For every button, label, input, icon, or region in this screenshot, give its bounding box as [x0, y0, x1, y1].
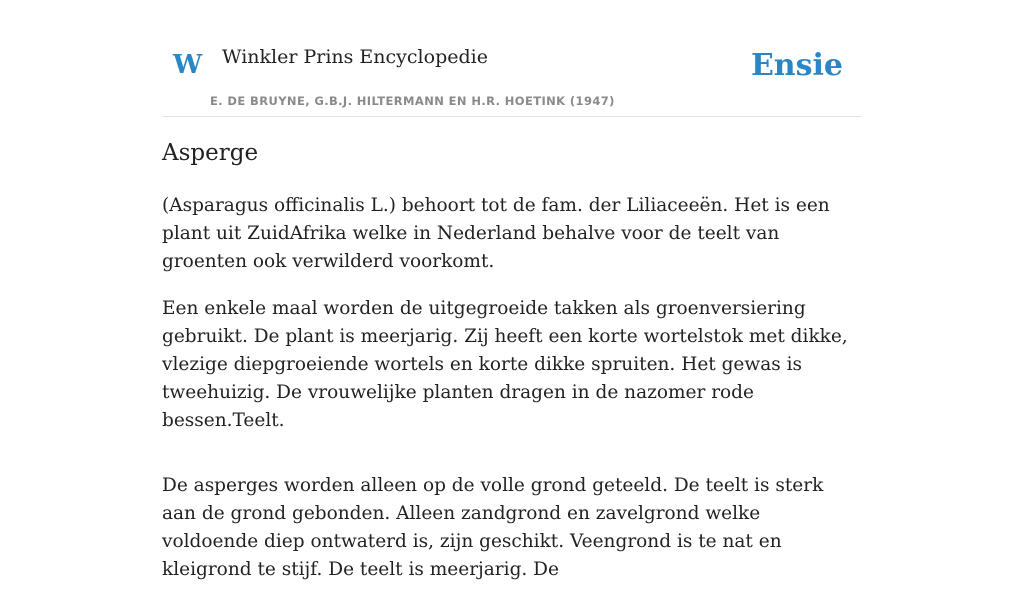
article-body: [162, 192, 862, 603]
content-column: [162, 0, 862, 580]
ensie-brand-link[interactable]: Ensie: [750, 48, 843, 83]
article-title: Asperge: [162, 140, 259, 166]
source-logo-icon[interactable]: W: [173, 50, 203, 80]
article-paragraph: Een enkele maal worden de uitgegroeide takken als groenversiering gebruikt. De plant is meerjarig. Zij heeft een korte wortelstok met dikke, vlezige diepgroeiende wortels en korte dikke spruiten. Het gewas is tweehuizig. De vrouwelijke planten dragen in de nazomer rode bessen.Teelt.: [162, 298, 848, 431]
source-title[interactable]: Winkler Prins Encyclopedie: [222, 46, 488, 68]
article-paragraph: De asperges worden alleen op de volle grond geteeld. De teelt is sterk aan de grond gebonden. Alleen zandgrond en zavelgrond welke voldoende diep ontwaterd is, zijn geschikt. Veengrond is te nat en kleigrond te stijf. De teelt is meerjarig. De: [162, 475, 824, 580]
source-header: [162, 0, 862, 117]
article-paragraph: (Asparagus officinalis L.) behoort tot de fam. der Liliaceeën. Het is een plant uit ZuidAfrika welke in Nederland behalve voor de teelt van groenten ook verwilderd voorkomt.: [162, 195, 830, 272]
source-authors: E. DE BRUYNE, G.B.J. HILTERMANN EN H.R. HOETINK (1947): [210, 94, 615, 108]
